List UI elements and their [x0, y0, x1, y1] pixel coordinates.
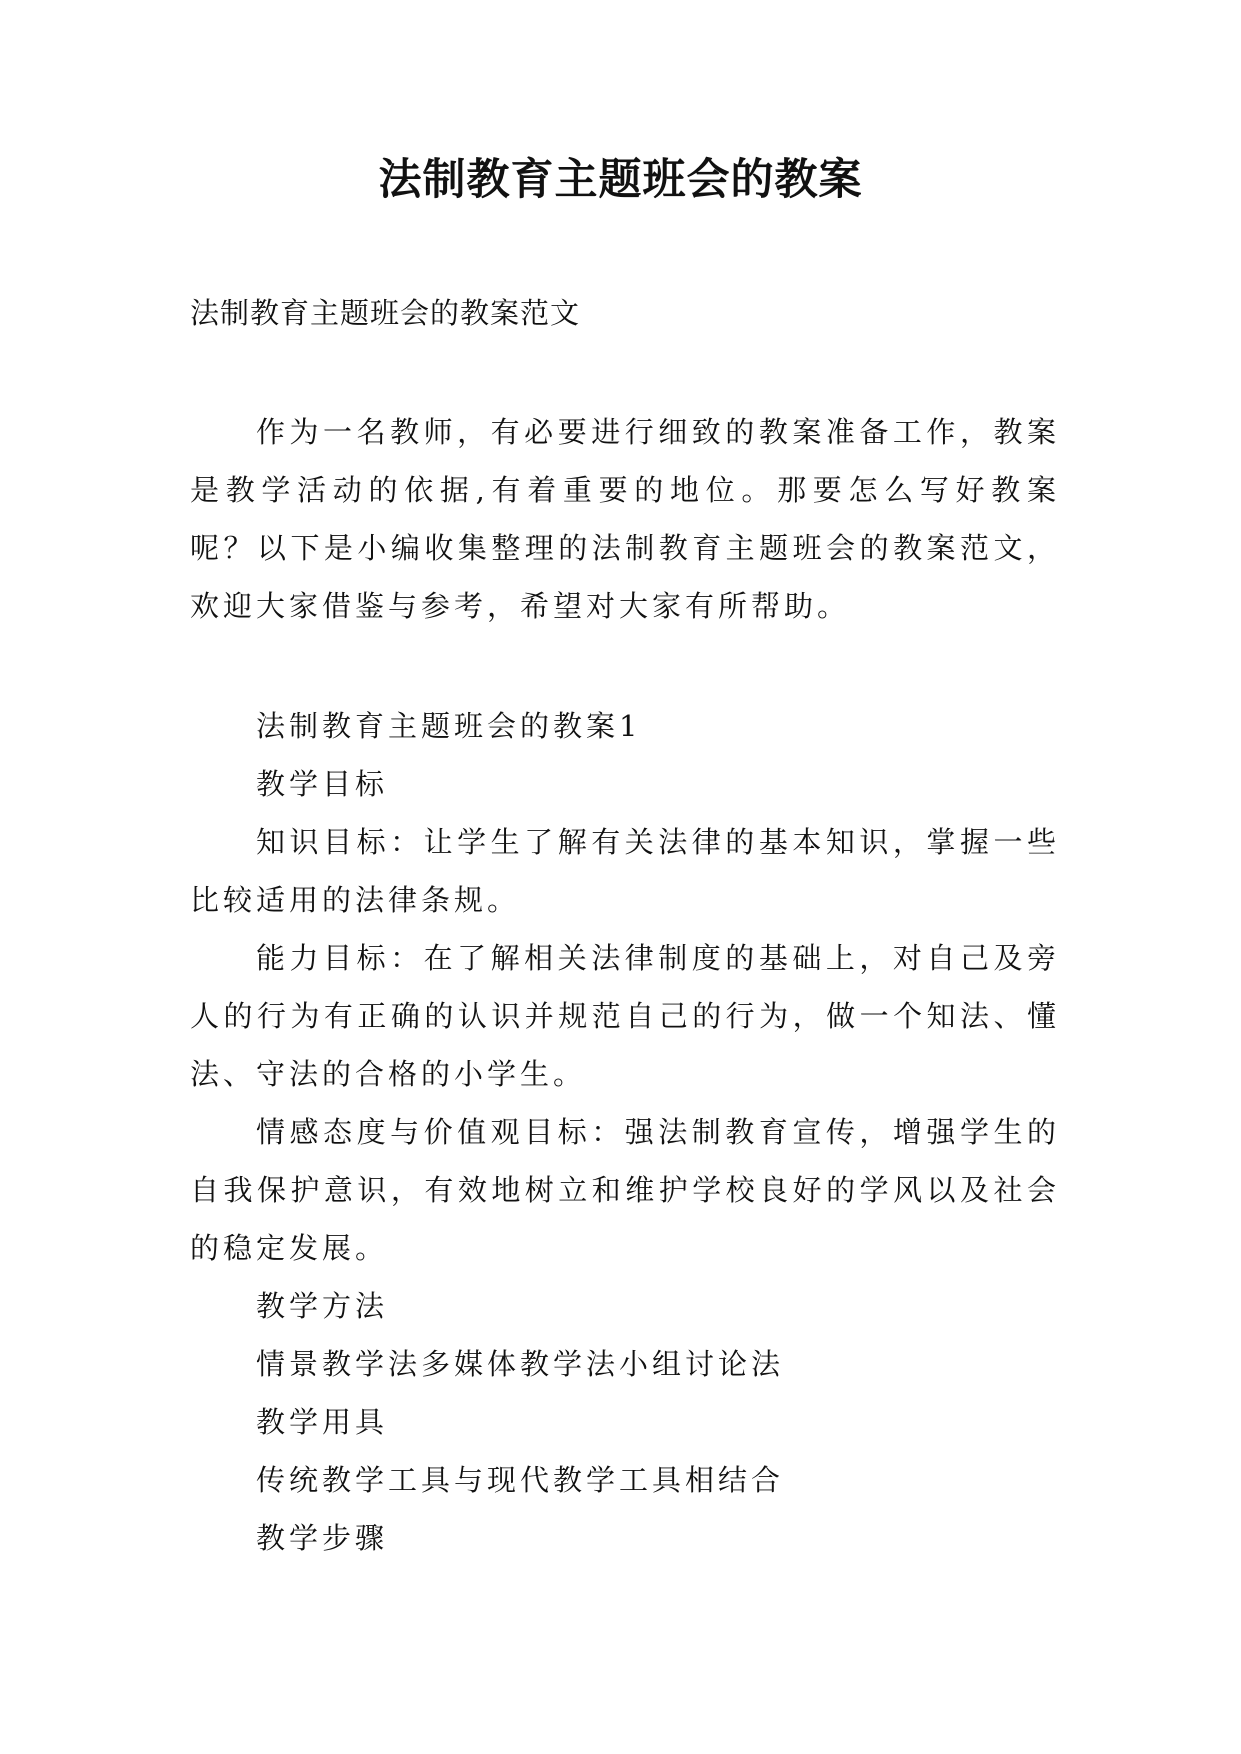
heading-teaching-goals: 教学目标: [256, 767, 389, 801]
paragraph-teaching-methods: 情景教学法多媒体教学法小组讨论法: [256, 1347, 785, 1381]
paragraph-ability-goal: 能力目标：在了解相关法律制度的基础上，对自己及旁人的行为有正确的认识并规范自己的行为，做一个知法、懂法、守法的合格的小学生。: [190, 941, 1060, 1091]
paragraph-teaching-tools: 传统教学工具与现代教学工具相结合: [256, 1463, 785, 1497]
paragraph-gap: [190, 635, 1060, 697]
heading-teaching-tools: 教学用具: [256, 1405, 389, 1439]
paragraph-knowledge-goal: 知识目标：让学生了解有关法律的基本知识，掌握一些比较适用的法律条规。: [190, 825, 1060, 917]
document-body: [190, 403, 1060, 1567]
intro-paragraph: 作为一名教师，有必要进行细致的教案准备工作，教案是教学活动的依据,有着重要的地位。那要怎么写好教案呢？以下是小编收集整理的法制教育主题班会的教案范文，欢迎大家借鉴与参考，希望对大家有所帮助。: [190, 415, 1060, 623]
section-title: 法制教育主题班会的教案1: [256, 709, 642, 743]
heading-teaching-steps: 教学步骤: [256, 1521, 389, 1555]
document-subtitle: 法制教育主题班会的教案范文: [190, 296, 581, 330]
document-title: 法制教育主题班会的教案: [378, 155, 863, 205]
heading-teaching-methods: 教学方法: [256, 1289, 389, 1323]
paragraph-emotion-goal: 情感态度与价值观目标：强法制教育宣传，增强学生的自我保护意识，有效地树立和维护学校良好的学风以及社会的稳定发展。: [190, 1115, 1060, 1265]
